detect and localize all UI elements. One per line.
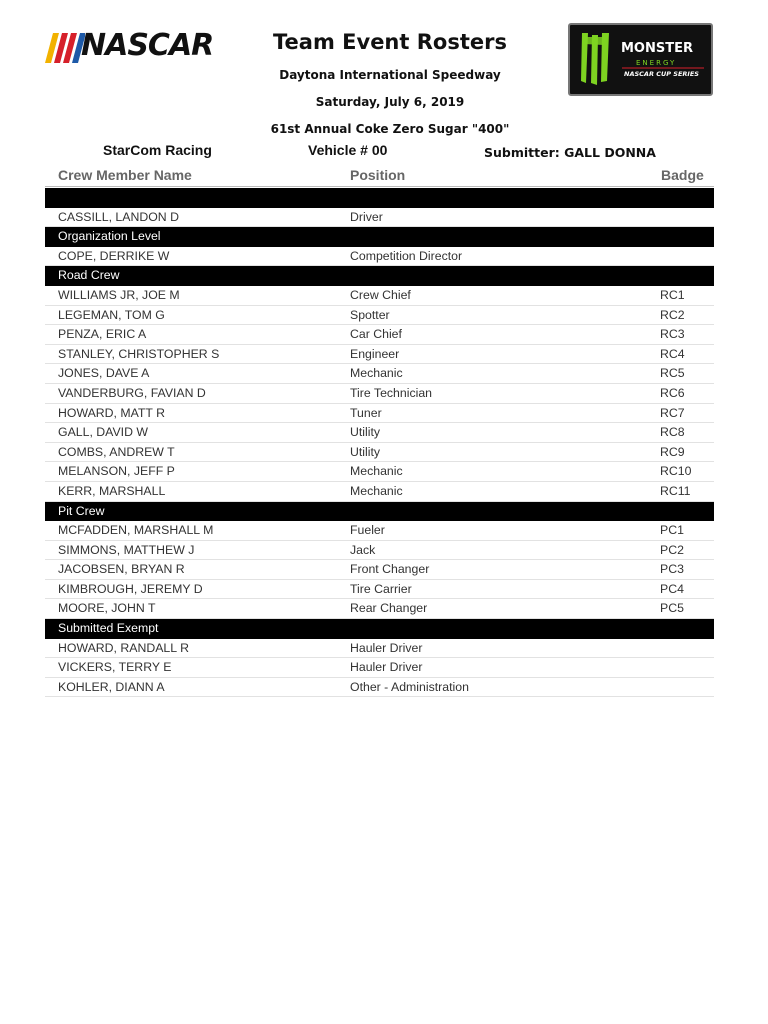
crew-member-name: JACOBSEN, BRYAN R xyxy=(58,562,185,577)
table-row xyxy=(45,599,714,619)
position-cell: Crew Chief xyxy=(350,287,411,302)
position-cell: Rear Changer xyxy=(350,601,428,616)
position-cell: Front Changer xyxy=(350,562,430,577)
nascar-logo-text: NASCAR xyxy=(81,28,214,63)
table-row xyxy=(45,247,714,267)
position-cell: Tire Technician xyxy=(350,385,433,400)
position-cell: Mechanic xyxy=(350,366,403,381)
position-cell: Car Chief xyxy=(350,327,402,342)
table-row xyxy=(45,658,714,678)
race-name: 61st Annual Coke Zero Sugar "400" xyxy=(270,122,510,136)
position-cell: Mechanic xyxy=(350,464,403,479)
crew-member-name: PENZA, ERIC A xyxy=(58,327,147,342)
section-title: Road Crew xyxy=(58,268,120,283)
table-row xyxy=(45,286,714,306)
position-cell: Tire Carrier xyxy=(350,581,412,596)
position-cell: Other - Administration xyxy=(350,679,469,694)
position-cell: Spotter xyxy=(350,307,390,322)
header-divider xyxy=(45,186,714,187)
table-row xyxy=(45,208,714,228)
position-cell: Competition Director xyxy=(350,248,463,263)
position-cell: Driver xyxy=(350,209,383,224)
section-header xyxy=(45,188,714,208)
crew-member-name: KOHLER, DIANN A xyxy=(58,679,165,694)
crew-member-name: KIMBROUGH, JEREMY D xyxy=(58,581,203,596)
event-date: Saturday, July 6, 2019 xyxy=(315,95,465,109)
badge-cell: PC4 xyxy=(660,581,684,596)
badge-cell: RC4 xyxy=(660,346,685,361)
position-cell: Hauler Driver xyxy=(350,640,423,655)
crew-member-name: MCFADDEN, MARSHALL M xyxy=(58,523,214,538)
table-row xyxy=(45,462,714,482)
crew-member-name: COMBS, ANDREW T xyxy=(58,444,175,459)
crew-member-name: CASSILL, LANDON D xyxy=(58,209,179,224)
crew-member-name: STANLEY, CHRISTOPHER S xyxy=(58,346,220,361)
crew-member-name: GALL, DAVID W xyxy=(58,425,148,440)
badge-cell: RC5 xyxy=(660,366,685,381)
position-cell: Fueler xyxy=(350,523,385,538)
section-header xyxy=(45,227,714,247)
table-row xyxy=(45,482,714,502)
position-cell: Utility xyxy=(350,425,381,440)
table-row xyxy=(45,678,714,698)
badge-cell: RC6 xyxy=(660,385,685,400)
position-cell: Mechanic xyxy=(350,483,403,498)
crew-member-name: COPE, DERRIKE W xyxy=(58,248,170,263)
crew-member-name: JONES, DAVE A xyxy=(58,366,150,381)
section-title: Pit Crew xyxy=(58,503,105,518)
table-row xyxy=(45,521,714,541)
monster-line1: MONSTER xyxy=(621,41,693,56)
crew-member-name: LEGEMAN, TOM G xyxy=(58,307,165,322)
crew-member-name: WILLIAMS JR, JOE M xyxy=(58,287,180,302)
team-name: StarCom Racing xyxy=(103,142,212,158)
crew-member-name: HOWARD, MATT R xyxy=(58,405,166,420)
badge-cell: RC7 xyxy=(660,405,685,420)
badge-cell: RC9 xyxy=(660,444,685,459)
crew-member-name: VICKERS, TERRY E xyxy=(58,660,172,675)
badge-cell: RC3 xyxy=(660,327,685,342)
monster-energy-logo xyxy=(568,23,713,96)
roster-table xyxy=(45,188,714,697)
table-row xyxy=(45,639,714,659)
position-cell: Hauler Driver xyxy=(350,660,423,675)
badge-cell: RC11 xyxy=(660,483,691,498)
section-title: Submitted Exempt xyxy=(58,621,159,636)
badge-cell: PC5 xyxy=(660,601,684,616)
table-row xyxy=(45,404,714,424)
submitter: Submitter: GALL DONNA xyxy=(484,145,656,160)
monster-line3: NASCAR CUP SERIES xyxy=(624,70,699,78)
badge-cell: RC8 xyxy=(660,425,685,440)
table-row xyxy=(45,443,714,463)
column-header-name: Crew Member Name xyxy=(58,167,192,183)
badge-cell: PC2 xyxy=(660,542,684,557)
crew-member-name: MOORE, JOHN T xyxy=(58,601,156,616)
badge-cell: PC3 xyxy=(660,562,684,577)
badge-cell: RC10 xyxy=(660,464,692,479)
column-header-badge: Badge xyxy=(661,167,704,183)
table-row xyxy=(45,423,714,443)
badge-cell: RC2 xyxy=(660,307,685,322)
table-row xyxy=(45,580,714,600)
position-cell: Utility xyxy=(350,444,381,459)
table-row xyxy=(45,325,714,345)
crew-member-name: KERR, MARSHALL xyxy=(58,483,166,498)
crew-member-name: MELANSON, JEFF P xyxy=(58,464,175,479)
monster-claw-icon xyxy=(570,25,711,94)
table-row xyxy=(45,364,714,384)
crew-member-name: HOWARD, RANDALL R xyxy=(58,640,189,655)
table-row xyxy=(45,306,714,326)
section-header xyxy=(45,619,714,639)
section-header xyxy=(45,502,714,522)
badge-cell: RC1 xyxy=(660,287,685,302)
section-header xyxy=(45,266,714,286)
column-header-position: Position xyxy=(350,167,406,183)
badge-cell: PC1 xyxy=(660,523,684,538)
table-row xyxy=(45,384,714,404)
crew-member-name: VANDERBURG, FAVIAN D xyxy=(58,385,206,400)
position-cell: Jack xyxy=(350,542,376,557)
vehicle-number: Vehicle # 00 xyxy=(308,142,388,158)
monster-line2: ENERGY xyxy=(636,59,677,67)
position-cell: Engineer xyxy=(350,346,400,361)
crew-member-name: SIMMONS, MATTHEW J xyxy=(58,542,195,557)
section-title: Organization Level xyxy=(58,229,161,244)
document-title: Team Event Rosters xyxy=(273,30,507,54)
position-cell: Tuner xyxy=(350,405,382,420)
track-name: Daytona International Speedway xyxy=(279,68,501,82)
table-row xyxy=(45,560,714,580)
table-row xyxy=(45,345,714,365)
table-row xyxy=(45,541,714,561)
